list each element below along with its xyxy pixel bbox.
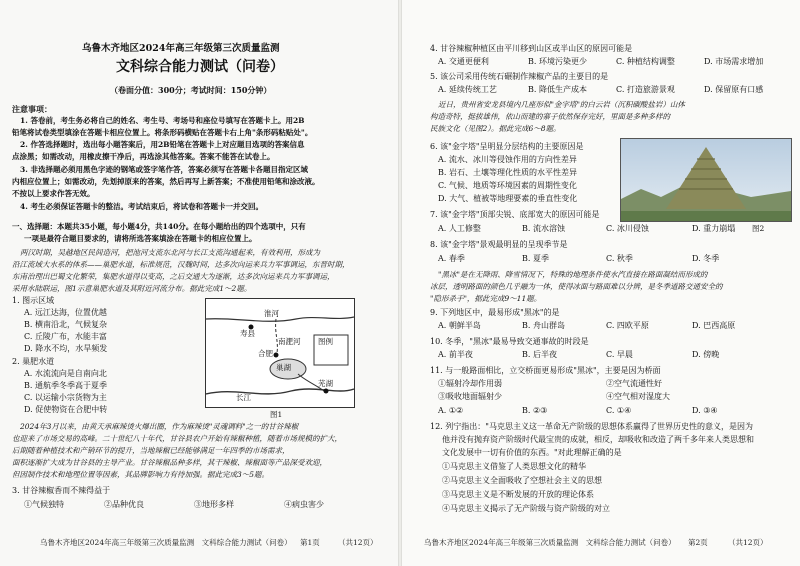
figure-caption: 图2 [752,224,765,233]
option: D. 降水不均，水旱频发 [24,344,108,353]
map-label: 芜湖 [318,379,333,388]
notice-line: 不按以上要求作答无效。 [12,189,95,198]
page-2 [402,0,800,566]
option: ④病虫害少 [284,500,324,509]
footer-text: 乌鲁木齐地区2024年高三年级第三次质量监测 文科综合能力测试（问卷） [424,538,676,547]
score-time: （卷面分值：300分；考试时间：150分钟） [110,85,272,95]
option: ③地形多样 [194,500,234,509]
option: C. 以运输小宗货物为主 [24,393,107,402]
option: C. 秋季 [606,254,633,263]
option: ②品种优良 [104,500,144,509]
question-stem: 1. 图示区域 [12,296,55,305]
option: ④空气相对湿度大 [606,392,670,401]
passage-line: 但因制作技术和地理位置等因素，其品牌影响力有待加强。据此完成3～5题。 [12,470,270,479]
passage-line: 构造奇特，挺拔雄伟，依山而建的寨子依然保存完好，里面是多种多样的 [430,112,670,121]
passage-line: 采用水陆联运，图1示意巢肥水道及其附近河流分布。据此完成1～2题。 [12,284,252,293]
notice-heading: 注意事项： [12,104,52,114]
figure-1-map [205,298,355,408]
question-stem: 8. 该"金字塔"景观最明显的呈现季节是 [430,240,568,249]
city-dot [274,353,279,358]
river-map-svg [206,299,354,407]
option: C. 早晨 [606,350,633,359]
passage-line: "隐形杀手"，据此完成9～11题。 [430,294,542,303]
map-label: 图例 [318,337,333,346]
passage-line: 2024年3月以来，由黄天承麻辣烫火爆出圈，作为麻辣烫"灵魂调料"之一的甘谷辣椒 [20,422,299,431]
passage-line: 冰层，透明路面的颜色几乎融为一体，使得冰面与路面难以分辨，是冬季道路交通安全的 [430,282,723,291]
question-stem: 他并没有抛弃资产阶级时代最宝贵的成就，相反，却吸收和改造了两千多年来人类思想和 [442,435,754,444]
option: ①马克思主义借鉴了人类思想文化的精华 [442,462,586,471]
notice-line: 铅笔将试卷类型填涂在答题卡相应位置上。将条形码横贴在答题卡右上角"条形码粘贴处"。 [12,128,313,137]
option: B. 流水溶蚀 [522,224,565,233]
passage-line: 两汉时期，吴越地区民间造河，把池河支流东北河与长江支流沟通起来，有效利用，形成为 [20,248,320,257]
option: B. 横南沿北，气候复杂 [24,320,107,329]
option: A. 交通更便利 [438,57,489,66]
footer-total: （共12页） [338,538,378,547]
page-1 [0,0,398,566]
option: ①气候独特 [24,500,64,509]
option: B. 夏季 [522,254,549,263]
question-stem: 12. 列宁指出："马克思主义这一革命无产阶级的思想体系赢得了世界历史性的意义，是因为 [430,422,753,431]
passage-line: 也迎来了市场交易的高峰。二十世纪八十年代，甘谷县农户开始有辣椒种植，随着市场规模的扩大， [12,434,342,443]
option: C. 打造旅游景观 [616,85,675,94]
section-heading: 一项是最符合题目要求的，请将所选答案填涂在答题卡的相应位置上。 [24,234,257,243]
question-stem: 文化发展中一切有价值的东西。"对此理解正确的是 [442,448,622,457]
option: B. 岩石、土壤等理化性质的水平性差异 [438,168,577,177]
option: B. 后半夜 [522,350,557,359]
option: A. 前半夜 [438,350,473,359]
city-dot [324,389,329,394]
question-stem: 2. 巢肥水道 [12,357,55,366]
question-stem: 6. 该"金字塔"呈明显分层结构的主要原因是 [430,142,584,151]
notice-line: 3. 非选择题必须用黑色字迹的钢笔或签字笔作答，答案必须写在答题卡各题目指定区域 [20,165,308,174]
option: ③吸收地面辐射少 [438,392,502,401]
figure-2-photo [620,138,792,222]
option: ②空气流通性好 [606,379,662,388]
option: D. 市场需求增加 [704,57,764,66]
map-label: 淮河 [264,309,279,318]
footer-page: 第2页 [688,538,708,547]
mountain-photo-svg [621,139,791,221]
passage-line: "黑冰"是在无降雨、降雪情况下，特殊的地理条件使水汽直接在路面凝结而形成的 [438,270,708,279]
question-stem: 5. 该公司采用传统石碾制作辣椒产品的主要目的是 [430,72,609,81]
map-label: 合肥 [258,349,273,358]
passage-line: 面积逐渐扩大成为甘谷县的主导产业。甘谷辣椒品种多样，其干辣椒、辣椒面等产品深受欢迎， [12,458,327,467]
option: A. 延续传统工艺 [438,85,497,94]
option: ④马克思主义揭示了无产阶级与资产阶级的对立 [442,504,610,513]
question-stem: 11. 与一般路面相比，立交桥面更易形成"黑冰"，主要是因为桥面 [430,366,661,375]
notice-line: 1. 答卷前，考生务必将自己的姓名、考生号、考场号和座位号填写在答题卡上。用2B [20,116,305,125]
exam-title: 文科综合能力测试（问卷） [116,59,284,75]
map-label: 南淝河 [278,337,301,346]
huai-river-line [206,317,354,321]
passage-line: 民族文化（见图2）。据此完成6～8题。 [430,124,561,133]
option: B. 舟山群岛 [522,321,565,330]
map-label: 巢湖 [276,363,291,372]
section-heading: 一、选择题：本题共35小题，每小题4分，共140分。在每小题给出的四个选项中，只有 [12,222,306,231]
option: D. 巴西高原 [692,321,736,330]
option: C. 气候、地质等环境因素的周期性变化 [438,181,577,190]
passage-line: 后期随着种植技术和产销环节的提升，当地辣椒已经能够满足一年四季的市场需求， [12,446,290,455]
option: ②马克思主义全面吸收了空想社会主义的思想 [442,476,602,485]
option: A. 水流流向是自南向北 [24,369,107,378]
question-stem: 3. 甘谷辣椒香而不辣得益于 [12,486,111,495]
choice: D. ③④ [692,406,718,415]
choice: B. ②③ [522,406,548,415]
footer-text: 乌鲁木齐地区2024年高三年级第三次质量监测 文科综合能力测试（问卷） [40,538,292,547]
region-title: 乌鲁木齐地区2024年高三年级第三次质量监测 [82,43,280,54]
option: A. 春季 [438,254,465,263]
question-stem: 4. 甘谷辣椒种植区由平川移到山区或半山区的原因可能是 [430,44,633,53]
notice-line: 内相应位置上；如需改动，先划掉原来的答案，然后再写上新答案；不准使用铅笔和涂改液。 [12,177,320,186]
option: A. 远江达海，位置优越 [24,308,107,317]
option: ①辐射冷却作用弱 [438,379,502,388]
option: D. 傍晚 [692,350,720,359]
notice-line: 2. 作答选择题时，选出每小题答案后，用2B铅笔在答题卡上对应题目选项的答案信息 [20,140,305,149]
question-stem: 10. 冬季，"黑冰"最易导致交通事故的时段是 [430,337,589,346]
option: D. 保留原有口感 [704,85,764,94]
option: D. 冬季 [692,254,720,263]
option: C. 四欧平原 [606,321,649,330]
notice-line: 点涂黑；如需改动，用橡皮擦干净后，再选涂其他答案。答案不能答在试卷上。 [12,152,275,161]
option: A. 朝鲜半岛 [438,321,481,330]
option: B. 降低生产成本 [528,85,587,94]
choice: A. ①② [438,406,464,415]
option: C. 冰川侵蚀 [606,224,649,233]
option: C. 种植结构调整 [616,57,675,66]
yangtze-river-line [206,389,354,394]
question-stem: 7. 该"金字塔"顶部尖锐、底部宽大的原因可能是 [430,210,600,219]
footer-total: （共12页） [728,538,768,547]
option: B. 环境污染更少 [528,57,587,66]
map-label: 长江 [236,393,251,402]
option: D. 大气、植被等地理要素的垂直性变化 [438,194,578,203]
map-label: 寿县 [240,329,255,338]
option: A. 人工修整 [438,224,481,233]
choice: C. ①④ [606,406,632,415]
figure-caption: 图1 [270,410,283,419]
passage-line: 近日，贵州省安龙县境内几座形似"金字塔"的白云岩（沉积碳酸盐岩）山体 [438,100,685,109]
passage-line: 沿江流域大水系的体系——巢肥水道，标准规范，汉魏时间，达多次向运来兵力军事调运，东晋时期， [12,260,350,269]
passage-line: 东南治理出巴蜀文化繁荣，集肥水道得以变高，之后交通大为逐渐，达多次向运来兵力军事调运， [12,272,335,281]
option: ③马克思主义是不断发展的开放的理论体系 [442,490,594,499]
option: D. 重力崩塌 [692,224,736,233]
option: B. 通航季冬季高于夏季 [24,381,107,390]
footer-page: 第1页 [300,538,320,547]
question-stem: 9. 下列地区中，最易形成"黑冰"的是 [430,308,560,317]
option: A. 流水、冰川等侵蚀作用的方向性差异 [438,155,577,164]
option: C. 丘陵广布，水能丰富 [24,332,107,341]
option: D. 促使物资在合肥中转 [24,405,108,414]
notice-line: 4. 考生必须保证答题卡的整洁。考试结束后，将试卷和答题卡一并交回。 [20,202,263,211]
